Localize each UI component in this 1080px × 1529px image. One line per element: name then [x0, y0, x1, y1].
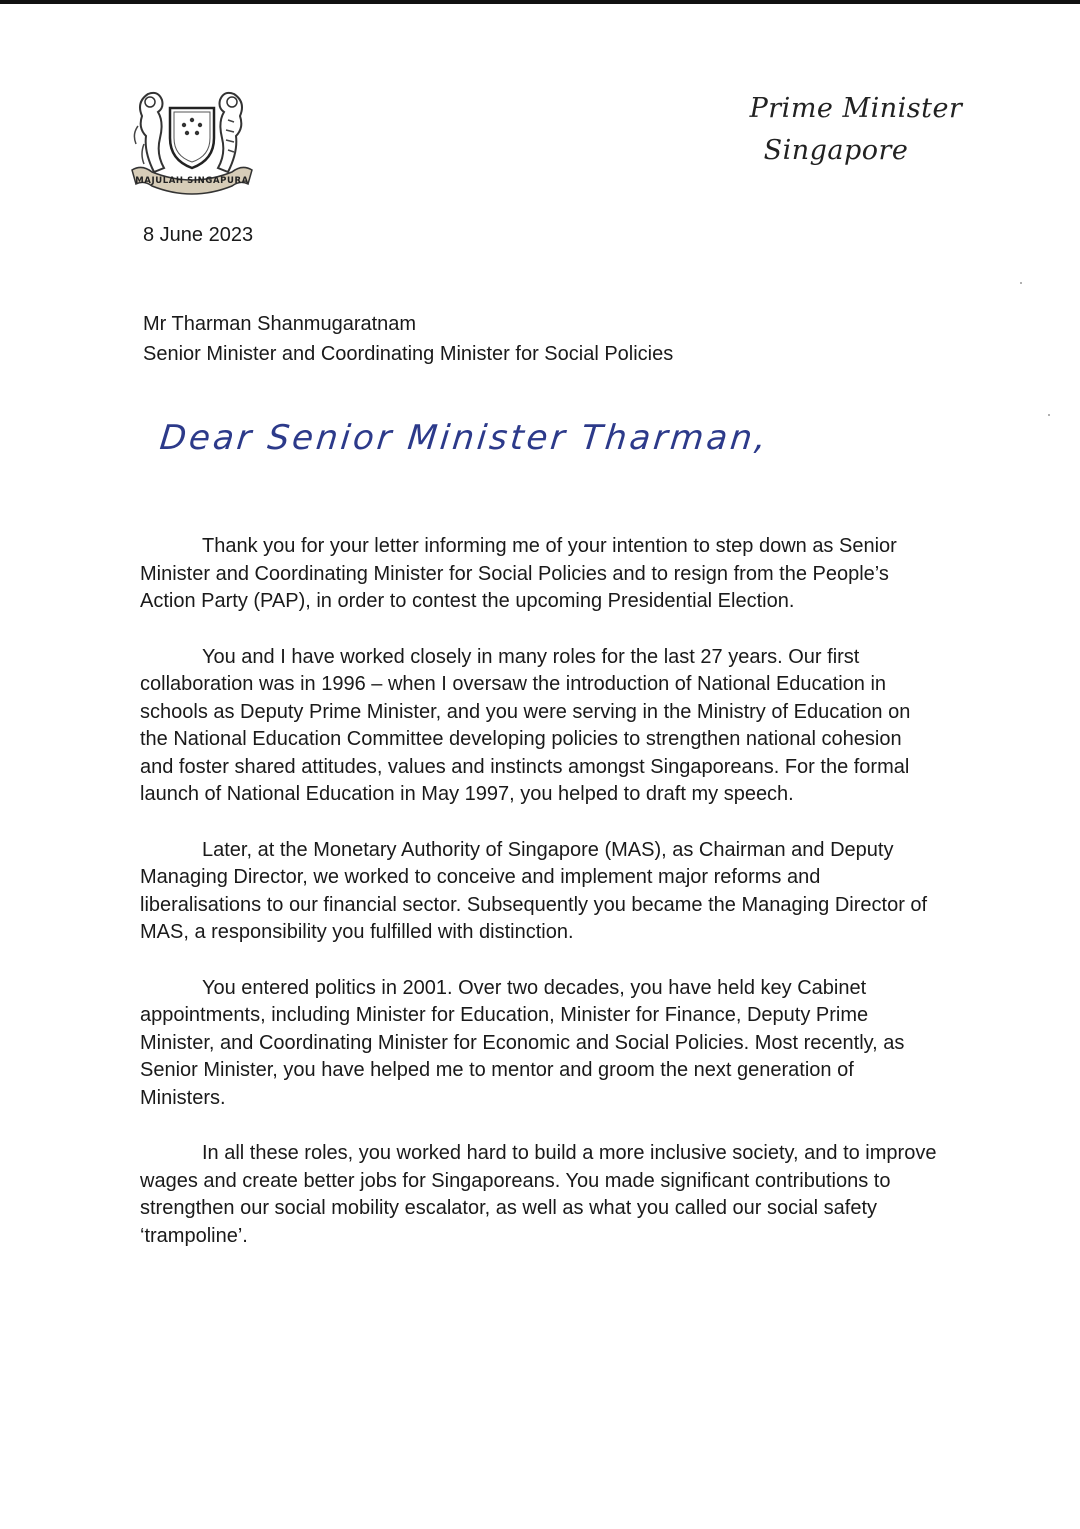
recipient-title: Senior Minister and Coordinating Minister for Social Policies: [143, 343, 674, 365]
letterhead-title: Prime Minister: [749, 93, 963, 124]
body-paragraph: Thank you for your letter informing me of your intention to step down as Senior Minister and Coordinating Minister for Social Policies and to resign from the People’s Action Party (PAP), in order to contest the upcoming Presidential Election.: [140, 535, 897, 612]
handwritten-salutation: Dear Senior Minister Tharman,: [157, 418, 771, 458]
body-paragraph: In all these roles, you worked hard to build a more inclusive society, and to improve wages and create better jobs for Singaporeans. You made significant contributions to strengthen our social mobility escalator, as well as what you called our social safety ‘trampoline’.: [140, 1142, 937, 1247]
letterhead-country: Singapore: [763, 135, 909, 166]
body-paragraph: You and I have worked closely in many roles for the last 27 years. Our first collaboration was in 1996 – when I oversaw the introduction of National Education in schools as Deputy Prime Minister, and you were serving in the Ministry of Education on the National Education Committee developing policies to strengthen national cohesion and foster shared attitudes, values and instincts amongst Singaporeans. For the formal launch of National Education in May 1997, you helped to draft my speech.: [140, 645, 911, 805]
scan-top-edge: [0, 0, 1080, 4]
recipient-name: Mr Tharman Shanmugaratnam: [143, 313, 417, 335]
crest-motto: MAJULAH SINGAPURA: [135, 176, 249, 186]
letterhead: [706, 88, 966, 172]
letter-body: [140, 533, 940, 1278]
body-paragraph: You entered politics in 2001. Over two decades, you have held key Cabinet appointments, including Minister for Education, Minister for Finance, Deputy Prime Minister, and Coordinating Minister for Economic and Social Policies. Most recently, as Senior Minister, you have helped me to mentor and groom the next generation of Ministers.: [140, 976, 905, 1109]
scan-speck: [1020, 282, 1022, 284]
singapore-coat-of-arms-icon: [128, 86, 256, 198]
scan-speck: [1048, 414, 1050, 416]
letter-date: 8 June 2023: [143, 224, 254, 246]
body-paragraph: Later, at the Monetary Authority of Singapore (MAS), as Chairman and Deputy Managing Director, we worked to conceive and implement major reforms and liberalisations to our financial sector. Subsequently you became the Managing Director of MAS, a responsibility you fulfilled with distinction.: [140, 838, 928, 943]
recipient-block: [143, 309, 673, 369]
